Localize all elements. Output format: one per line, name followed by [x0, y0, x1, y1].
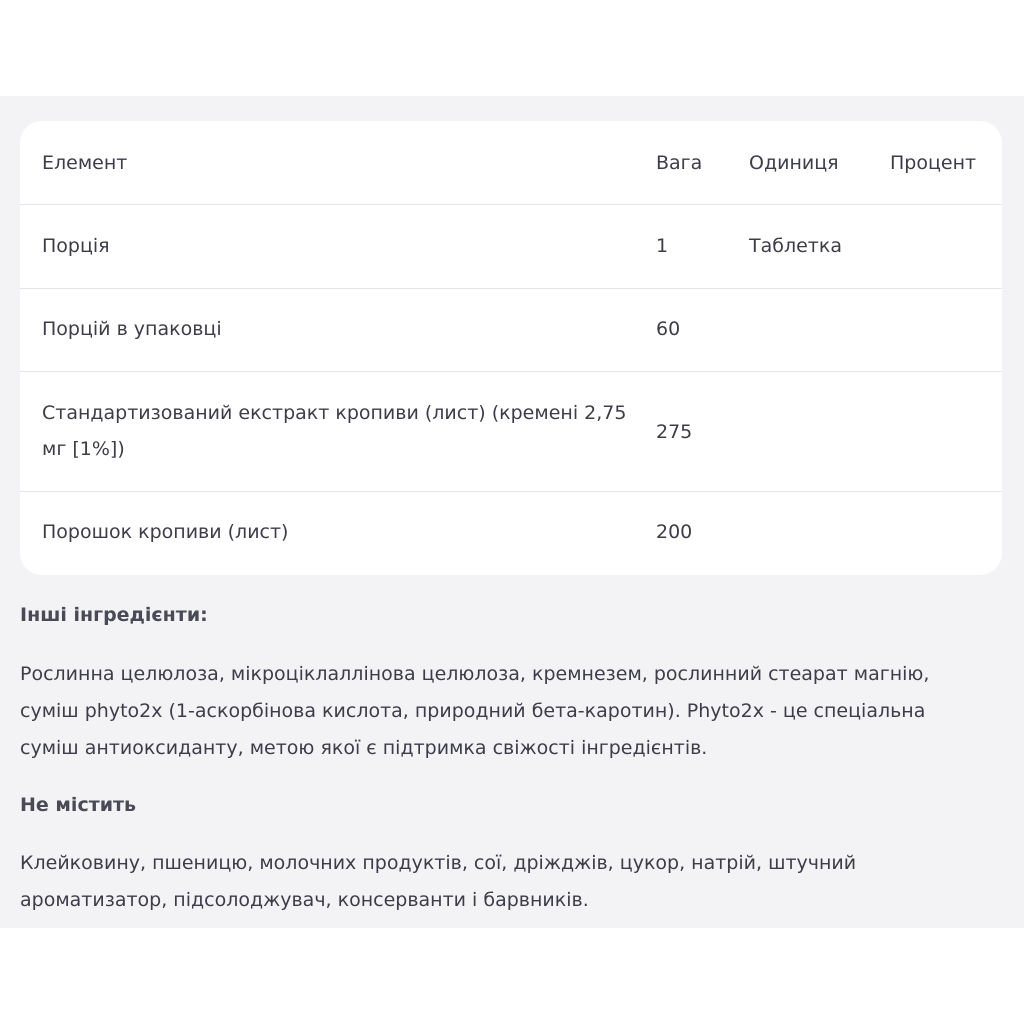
row-unit: Таблетка: [749, 235, 842, 257]
row-element: Порцій в упаковці: [42, 318, 222, 340]
header-unit: Одиниця: [749, 152, 839, 174]
row-element: Порошок кропиви (лист): [42, 521, 289, 543]
row-element: Порція: [42, 235, 110, 257]
ingredients-table: [20, 121, 1002, 575]
table-header-row: [20, 121, 1002, 205]
free-from-heading: Не містить: [20, 794, 137, 816]
row-weight: 200: [656, 521, 693, 543]
table-row: [20, 289, 1002, 372]
other-ingredients-text: Рослинна целюлоза, мікроціклаллінова целюлоза, кремнезем, рослинний стеарат магнію, суміш phyto2x (1-аскорбінова кислота, природний бета-каротин). Phyto2x - це спеціальна суміш антиоксиданту, метою якої є підтримка свіжості інгредієнтів.: [20, 663, 930, 759]
table-row: [20, 372, 1002, 492]
row-weight: 60: [656, 318, 681, 340]
row-element: Стандартизований екстракт кропиви (лист) (кремені 2,75 мг [1%]): [42, 402, 627, 460]
row-weight: 275: [656, 421, 693, 443]
free-from-text: Клейковину, пшеницю, молочних продуктів, сої, дріжджів, цукор, натрій, штучний ароматизатор, підсолоджувач, консерванти і барвників.: [20, 852, 857, 911]
header-percent: Процент: [890, 152, 977, 174]
header-element: Елемент: [42, 152, 128, 174]
header-weight: Вага: [656, 152, 703, 174]
other-ingredients-heading: Інші інгредієнти:: [20, 604, 208, 626]
table-row: [20, 492, 1002, 575]
table-row: [20, 205, 1002, 289]
row-weight: 1: [656, 235, 669, 257]
